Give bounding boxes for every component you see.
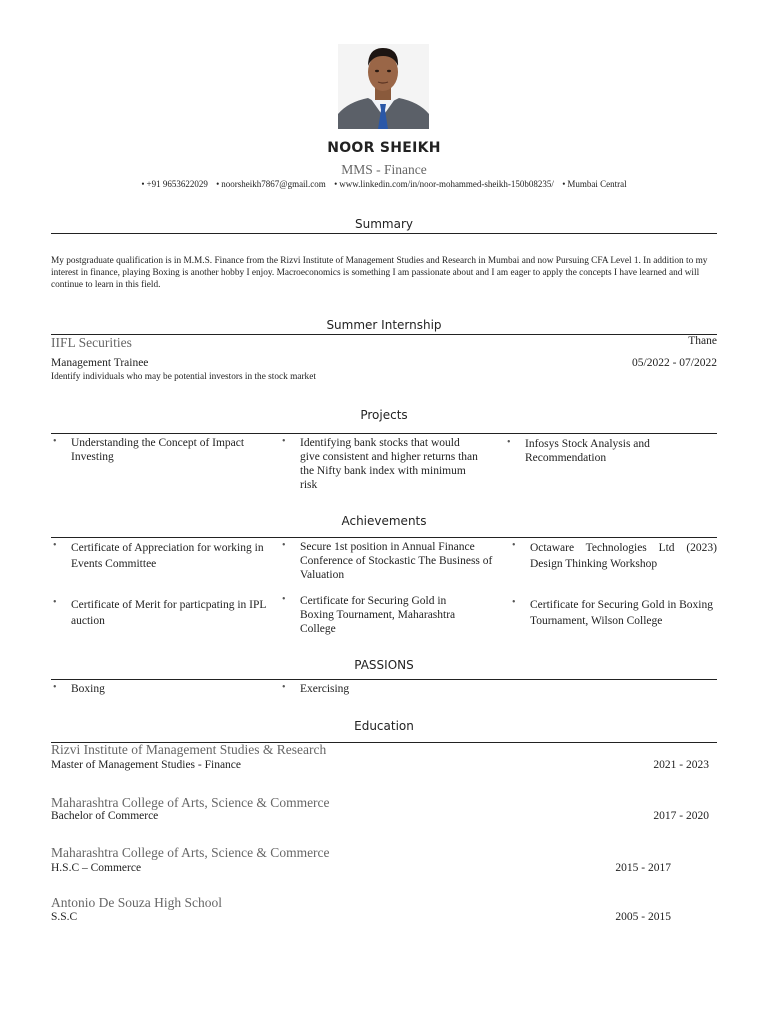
candidate-title: MMS - Finance bbox=[341, 162, 427, 177]
linkedin-link[interactable]: www.linkedin.com/in/noor-mohammed-sheikh-150b08235/ bbox=[339, 179, 554, 189]
bullet-icon: • bbox=[507, 437, 511, 448]
bullet-icon: • bbox=[53, 597, 57, 608]
bullet-icon: • bbox=[282, 436, 286, 447]
education-school: Antonio De Souza High School bbox=[51, 895, 222, 910]
education-school: Rizvi Institute of Management Studies & Research bbox=[51, 742, 327, 757]
education-degree: Bachelor of Commerce bbox=[51, 810, 159, 822]
education-school: Maharashtra College of Arts, Science & Commerce bbox=[51, 845, 330, 860]
bullet-icon: • bbox=[216, 179, 220, 189]
bullet-icon: • bbox=[53, 436, 57, 447]
profile-photo bbox=[338, 44, 429, 129]
contact-line bbox=[0, 179, 768, 189]
projects-heading: Projects bbox=[360, 408, 408, 422]
section-divider bbox=[51, 233, 717, 234]
summary-text: My postgraduate qualification is in M.M.S. Finance from the Rizvi Institute of Management Studies and Research in Mumbai and now Pursuing CFA Level 1. In addition to my interest in finance, playing Boxing is another hobby I enjoy. Macroeconomics is something I am passionate about and I am eager to apply the concepts I have learned and will continue to learn in this field. bbox=[51, 256, 708, 291]
internship-location: Thane bbox=[688, 335, 717, 347]
education-years: 2021 - 2023 bbox=[653, 759, 709, 771]
section-divider bbox=[51, 537, 717, 538]
bullet-icon: • bbox=[512, 540, 516, 551]
internship-role: Management Trainee bbox=[51, 357, 149, 369]
education-years: 2017 - 2020 bbox=[653, 810, 709, 822]
bullet-icon: • bbox=[512, 597, 516, 608]
education-heading: Education bbox=[354, 719, 414, 733]
bullet-icon: • bbox=[562, 179, 566, 189]
passions-heading: PASSIONS bbox=[354, 658, 414, 672]
resume-page: NOOR SHEIKH MMS - Finance • +91 9653622029 • noorsheikh7867@gmail.com • www.linkedin.com/in/noor-mohammed-sheikh-150b08235/ • Mumbai Central Summary My postgraduate qualification is in M.M.S. Finance from the Rizvi Institute of Management Studies and Research in Mumbai and now Pursuing CFA Level 1. In addition to my interest in finance, playing Boxing is another hobby I enjoy. Macroeconomics is something I am passionate about and I am eager to apply the concepts I have learned and will continue to learn in this field. Summer Internship IIFL Securities Thane Management Trainee 05/2022 - 07/2022 Identify individuals who may be potential investors in the stock market Projects • Understanding the Concept of Impact Investing • Identifying bank stocks that would give consistent and higher returns than the Nifty bank index with minimum risk • Infosys Stock Analysis and Recommendation Achievements • Certificate of Appreciation for working in Events Committee • Secure 1st position in Annual Finance Conference of Stockastic The Business of Valuation • Octaware Technologies Ltd (2023) Design Thinking Workshop • Certificate of Merit for particpating in IPL auction • Certificate for Securing Gold in Boxing Tournament, Maharashtra College • Certificate for Securing Gold in Boxing Tournament, Wilson College PASSIONS • Boxing • Exercising Education Rizvi Institute of Management Studies & Research Master of Management Studies - Finance 2021 - 2023 Maharashtra College of Arts, Science & Commerce Bachelor of Commerce 2017 - 2020 Maharashtra College of Arts, Science & Commerce H.S.C – Commerce 2015 - 2017 Antonio De Souza High School S.S.C 2005 - 2015 bbox=[0, 0, 768, 1024]
education-years: 2015 - 2017 bbox=[615, 862, 671, 874]
section-divider bbox=[51, 334, 717, 335]
email-link[interactable]: noorsheikh7867@gmail.com bbox=[221, 179, 326, 189]
internship-heading: Summer Internship bbox=[326, 318, 442, 332]
summary-heading: Summary bbox=[355, 217, 413, 231]
location-text: Mumbai Central bbox=[567, 179, 627, 189]
bullet-icon: • bbox=[282, 682, 286, 693]
internship-dates: 05/2022 - 07/2022 bbox=[632, 357, 717, 369]
education-school: Maharashtra College of Arts, Science & Commerce bbox=[51, 795, 330, 810]
bullet-icon: • bbox=[282, 594, 286, 605]
internship-company: IIFL Securities bbox=[51, 335, 132, 350]
education-years: 2005 - 2015 bbox=[615, 911, 671, 923]
bullet-icon: • bbox=[53, 540, 57, 551]
candidate-name: NOOR SHEIKH bbox=[327, 140, 441, 156]
education-degree: Master of Management Studies - Finance bbox=[51, 759, 242, 771]
bullet-icon: • bbox=[282, 540, 286, 551]
phone-number: +91 9653622029 bbox=[146, 179, 208, 189]
internship-description: Identify individuals who may be potential investors in the stock market bbox=[51, 372, 316, 382]
education-degree: S.S.C bbox=[51, 911, 78, 923]
bullet-icon: • bbox=[141, 179, 145, 189]
education-degree: H.S.C – Commerce bbox=[51, 862, 142, 874]
bullet-icon: • bbox=[334, 179, 338, 189]
achievements-heading: Achievements bbox=[341, 514, 427, 528]
section-divider bbox=[51, 433, 717, 434]
bullet-icon: • bbox=[53, 682, 57, 693]
section-divider bbox=[51, 679, 717, 680]
